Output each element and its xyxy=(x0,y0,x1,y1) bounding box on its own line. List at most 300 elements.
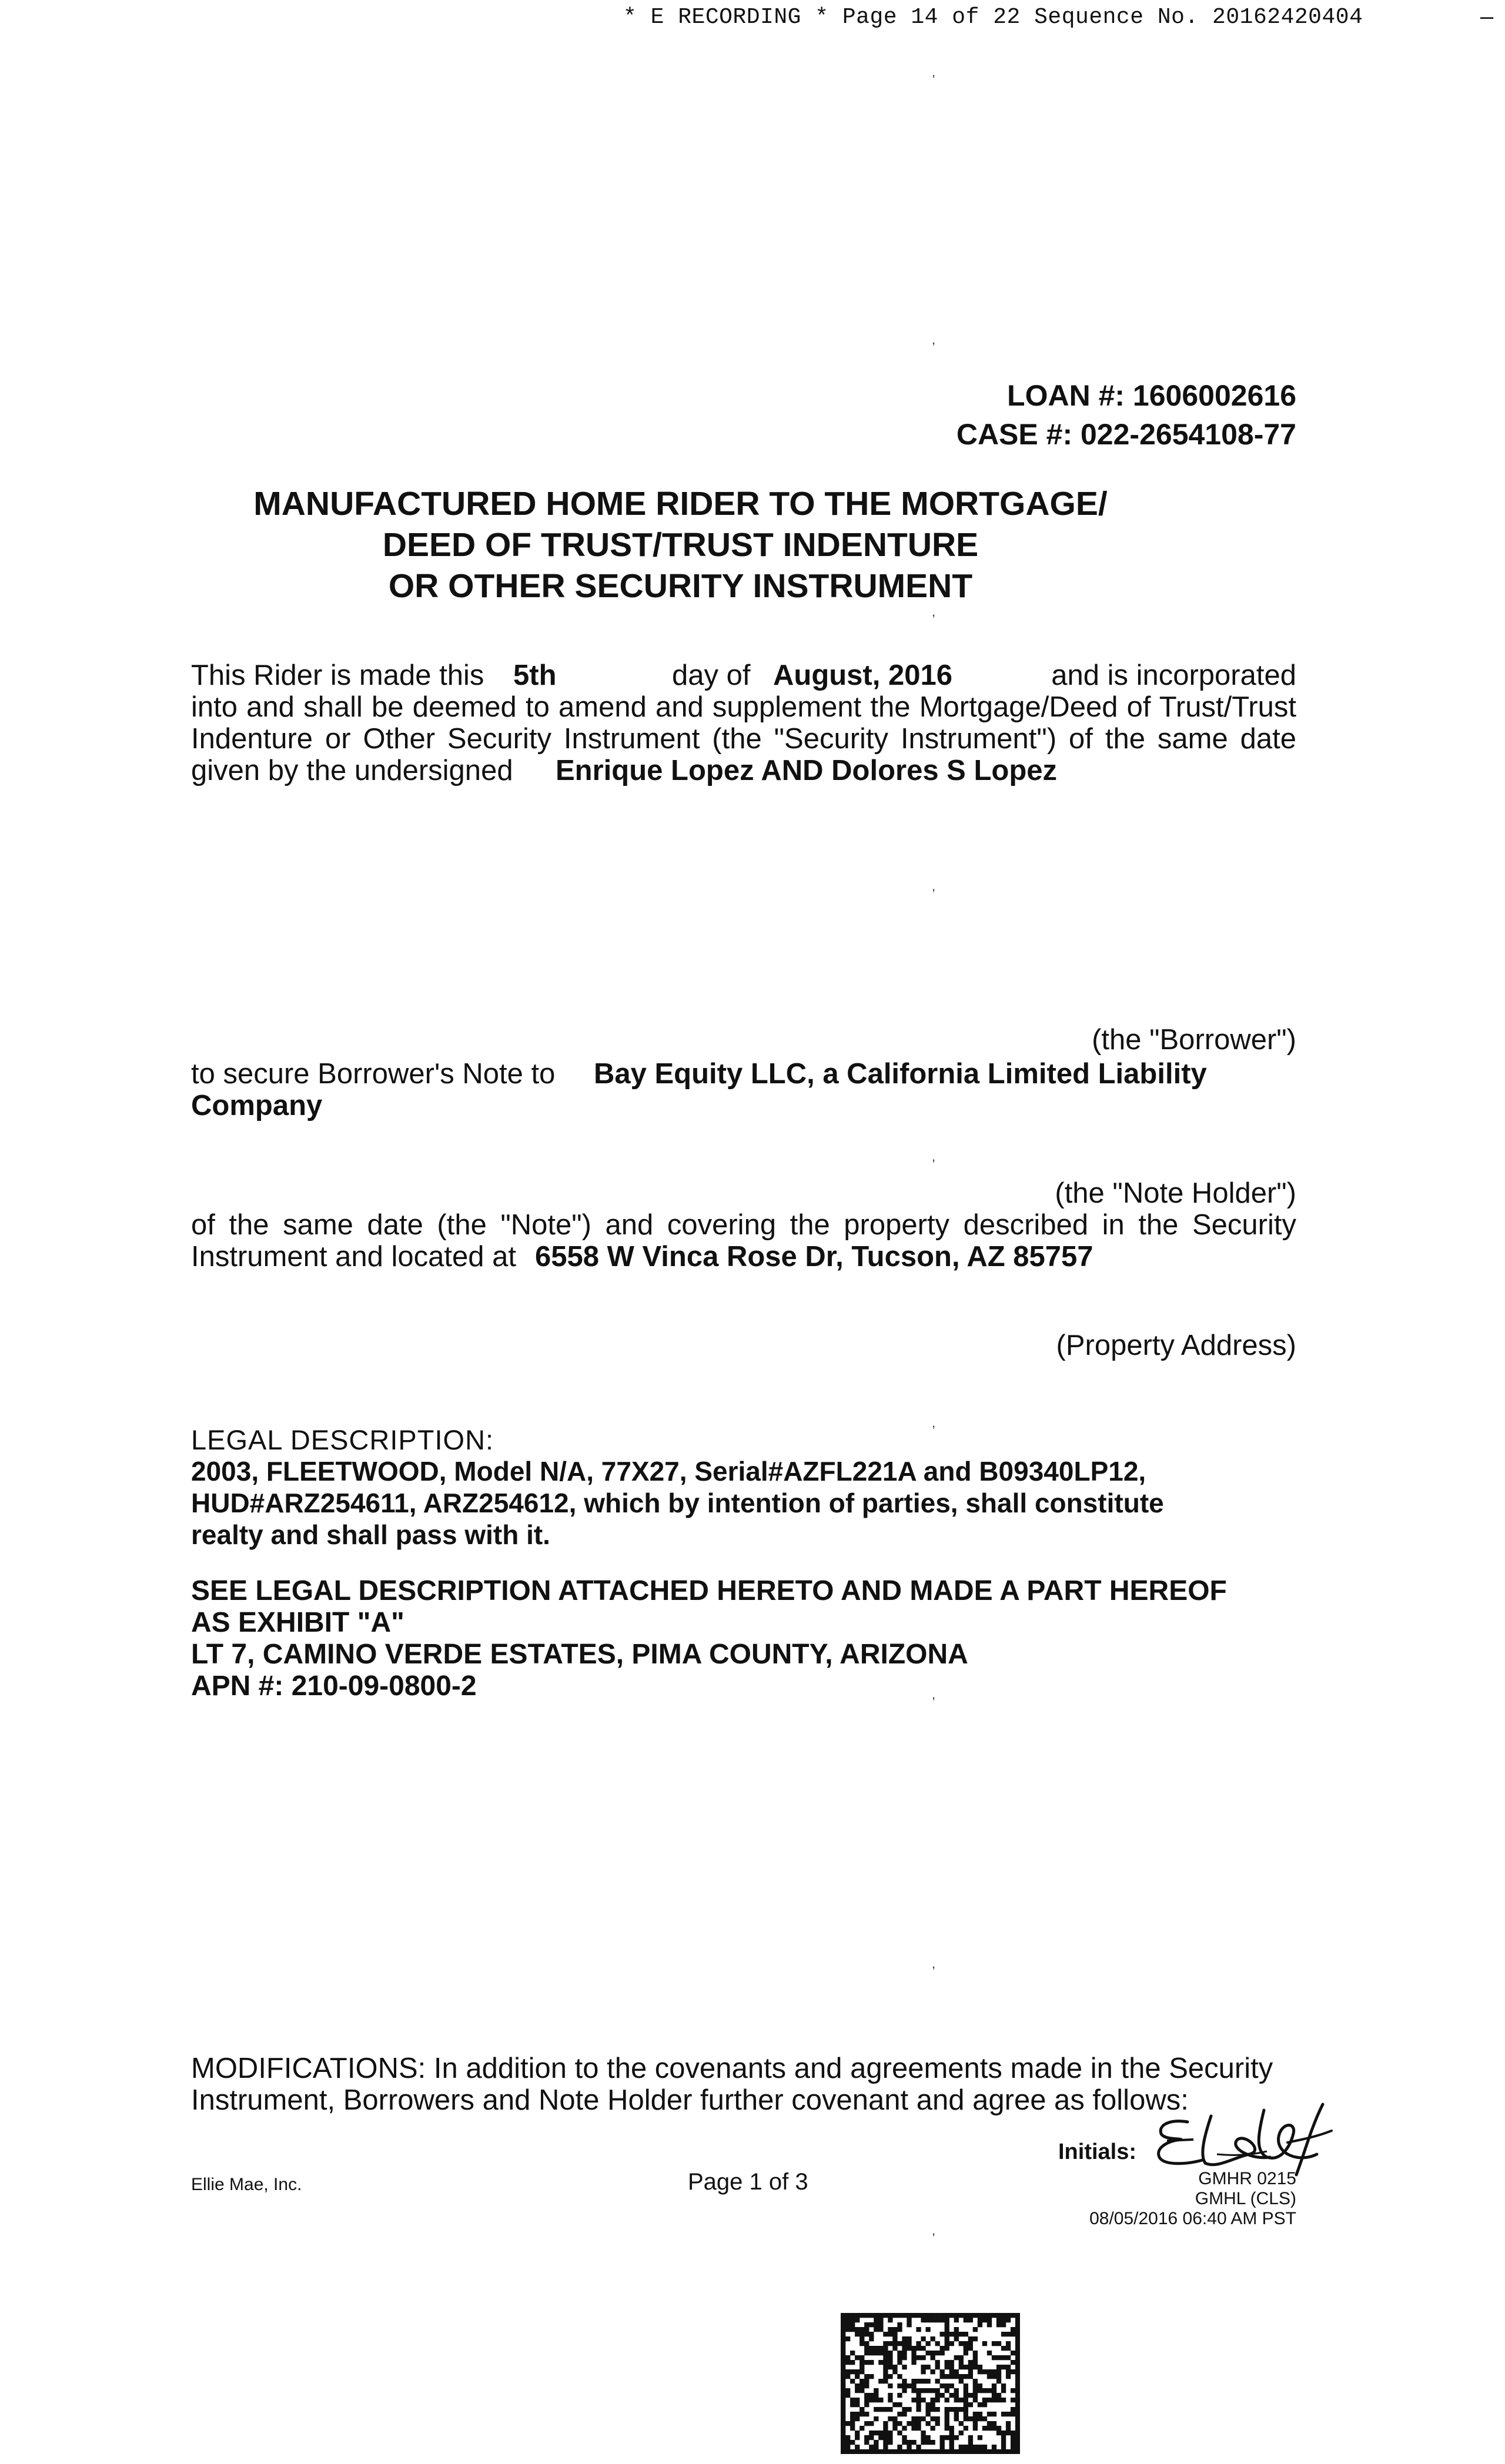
barcode-module xyxy=(1015,2318,1020,2322)
barcode-module xyxy=(1015,2351,1020,2355)
property-address-label: (Property Address) xyxy=(1056,1330,1296,1361)
barcode-module xyxy=(841,2379,845,2383)
barcode-module xyxy=(878,2398,883,2402)
barcode-module xyxy=(940,2383,945,2388)
barcode-module xyxy=(996,2365,1001,2369)
barcode-module xyxy=(841,2407,845,2412)
modifications-paragraph xyxy=(191,2053,1296,2116)
barcode-module xyxy=(968,2440,973,2445)
barcode-module xyxy=(1001,2355,1006,2360)
barcode-module xyxy=(911,2346,916,2351)
barcode-module xyxy=(940,2435,945,2440)
barcode-module xyxy=(916,2327,921,2332)
barcode-module xyxy=(916,2426,921,2430)
barcode-module xyxy=(883,2421,888,2426)
barcode-module xyxy=(968,2416,973,2421)
barcode-module xyxy=(996,2430,1001,2435)
barcode-module xyxy=(892,2402,897,2407)
barcode-module xyxy=(949,2365,954,2369)
barcode-module xyxy=(869,2346,874,2351)
barcode-module xyxy=(897,2351,902,2355)
barcode-module xyxy=(907,2440,911,2445)
barcode-module xyxy=(968,2435,973,2440)
barcode-module xyxy=(921,2313,925,2318)
barcode-module xyxy=(892,2346,897,2351)
barcode-module xyxy=(883,2379,888,2383)
barcode-module xyxy=(1015,2327,1020,2332)
barcode-module xyxy=(964,2313,968,2318)
barcode-module xyxy=(921,2379,925,2383)
barcode-module xyxy=(869,2332,874,2336)
barcode-module xyxy=(1015,2430,1020,2435)
barcode-module xyxy=(1015,2341,1020,2346)
barcode-module xyxy=(921,2440,925,2445)
barcode-module xyxy=(850,2426,855,2430)
barcode-module xyxy=(982,2402,987,2407)
barcode-module xyxy=(925,2379,930,2383)
barcode-module xyxy=(864,2435,869,2440)
barcode-module xyxy=(859,2336,864,2341)
barcode-module xyxy=(940,2332,945,2336)
company-name: Ellie Mae, Inc. xyxy=(191,2175,302,2194)
barcode-module xyxy=(1001,2445,1006,2449)
barcode-module xyxy=(987,2351,992,2355)
barcode-module xyxy=(883,2374,888,2379)
barcode-module xyxy=(968,2360,973,2365)
barcode-module xyxy=(954,2336,959,2341)
barcode-module xyxy=(949,2332,954,2336)
barcode-module xyxy=(911,2421,916,2426)
barcode-module xyxy=(883,2313,888,2318)
barcode-module xyxy=(954,2412,959,2416)
barcode-module xyxy=(841,2341,845,2346)
barcode-module xyxy=(845,2355,850,2360)
rider-paragraph xyxy=(191,659,1296,786)
barcode-module xyxy=(845,2374,850,2379)
barcode-module xyxy=(864,2402,869,2407)
barcode-module xyxy=(859,2449,864,2454)
barcode-module xyxy=(841,2445,845,2449)
barcode-module xyxy=(897,2360,902,2365)
barcode-module xyxy=(888,2332,892,2336)
barcode-module xyxy=(954,2393,959,2398)
barcode-module xyxy=(959,2449,964,2454)
barcode-module xyxy=(978,2322,982,2327)
barcode-module xyxy=(959,2374,964,2379)
barcode-module xyxy=(883,2445,888,2449)
loan-info xyxy=(956,376,1296,454)
barcode-module xyxy=(878,2430,883,2435)
barcode-module xyxy=(921,2435,925,2440)
barcode-module xyxy=(892,2341,897,2346)
barcode-module xyxy=(916,2379,921,2383)
barcode-module xyxy=(1001,2322,1006,2327)
day-of-text: day of xyxy=(672,659,751,691)
barcode-module xyxy=(907,2449,911,2454)
barcode-module xyxy=(996,2398,1001,2402)
barcode-module xyxy=(935,2365,940,2369)
barcode-module xyxy=(892,2313,897,2318)
scan-tick: , xyxy=(932,879,936,893)
barcode-module xyxy=(888,2313,892,2318)
barcode-module xyxy=(945,2341,949,2346)
scan-tick: , xyxy=(932,1149,936,1164)
barcode-module xyxy=(888,2365,892,2369)
barcode-module xyxy=(907,2383,911,2388)
barcode-module xyxy=(864,2412,869,2416)
barcode-module xyxy=(916,2402,921,2407)
barcode-module xyxy=(954,2407,959,2412)
barcode-module xyxy=(925,2388,930,2393)
barcode-module xyxy=(992,2369,996,2374)
barcode-module xyxy=(931,2426,935,2430)
modifications-line-1: MODIFICATIONS: In addition to the covenants and agreements made in the Security xyxy=(191,2053,1273,2084)
barcode-module xyxy=(968,2449,973,2454)
legal-description xyxy=(191,1455,1308,1551)
barcode-module xyxy=(1001,2332,1006,2336)
barcode-module xyxy=(864,2379,869,2383)
barcode-module xyxy=(925,2327,930,2332)
barcode-module xyxy=(959,2341,964,2346)
barcode-module xyxy=(859,2383,864,2388)
barcode-module xyxy=(855,2383,859,2388)
barcode-module xyxy=(902,2412,907,2416)
barcode-module xyxy=(1006,2318,1011,2322)
barcode-module xyxy=(855,2445,859,2449)
barcode-module xyxy=(925,2421,930,2426)
barcode-module xyxy=(841,2421,845,2426)
barcode-module xyxy=(855,2332,859,2336)
barcode-module xyxy=(992,2393,996,2398)
barcode-module xyxy=(959,2360,964,2365)
barcode-module xyxy=(968,2318,973,2322)
barcode-module xyxy=(883,2351,888,2355)
barcode-module xyxy=(1015,2365,1020,2369)
barcode-module xyxy=(945,2407,949,2412)
barcode-module xyxy=(949,2435,954,2440)
barcode-module xyxy=(935,2421,940,2426)
barcode-module xyxy=(973,2336,978,2341)
barcode-module xyxy=(996,2449,1001,2454)
barcode-module xyxy=(925,2341,930,2346)
barcode-module xyxy=(954,2435,959,2440)
barcode-module xyxy=(897,2327,902,2332)
barcode-module xyxy=(1015,2346,1020,2351)
barcode-module xyxy=(1001,2313,1006,2318)
barcode-module xyxy=(949,2360,954,2365)
barcode-module xyxy=(925,2412,930,2416)
barcode-module xyxy=(869,2313,874,2318)
barcode-module xyxy=(968,2365,973,2369)
barcode-module xyxy=(897,2445,902,2449)
barcode-module xyxy=(911,2440,916,2445)
property-paragraph xyxy=(191,1209,1296,1273)
barcode-module xyxy=(1001,2398,1006,2402)
lender-name-line-1: Bay Equity LLC, a California Limited Liability xyxy=(594,1058,1207,1090)
barcode-module xyxy=(935,2398,940,2402)
barcode-module xyxy=(978,2313,982,2318)
barcode-module xyxy=(907,2346,911,2351)
barcode-module xyxy=(907,2336,911,2341)
barcode-module xyxy=(973,2398,978,2402)
barcode-module xyxy=(954,2355,959,2360)
barcode-module xyxy=(1006,2355,1011,2360)
barcode-module xyxy=(841,2435,845,2440)
barcode-module xyxy=(964,2412,968,2416)
barcode-module xyxy=(992,2355,996,2360)
barcode-module xyxy=(945,2318,949,2322)
rider-line-2: into and shall be deemed to amend and supplement the Mortgage/Deed of Trust/Trust xyxy=(191,691,1296,723)
barcode-module xyxy=(949,2341,954,2346)
barcode-module xyxy=(878,2322,883,2327)
barcode-module xyxy=(888,2416,892,2421)
barcode-module xyxy=(874,2318,878,2322)
barcode-module xyxy=(874,2388,878,2393)
barcode-module xyxy=(996,2369,1001,2374)
barcode-module xyxy=(916,2355,921,2360)
barcode-module xyxy=(982,2341,987,2346)
barcode-module xyxy=(992,2313,996,2318)
recording-header: * E RECORDING * Page 14 of 22 Sequence No. 20162420404 xyxy=(623,5,1363,30)
barcode-module xyxy=(883,2360,888,2365)
barcode-module xyxy=(931,2318,935,2322)
barcode-module xyxy=(845,2336,850,2341)
barcode-module xyxy=(973,2393,978,2398)
barcode-module xyxy=(949,2369,954,2374)
barcode-module xyxy=(1011,2327,1015,2332)
barcode-module xyxy=(982,2313,987,2318)
barcode-module xyxy=(945,2421,949,2426)
barcode-module xyxy=(892,2365,897,2369)
barcode-module xyxy=(935,2341,940,2346)
barcode-module xyxy=(869,2374,874,2379)
barcode-module xyxy=(878,2407,883,2412)
see-line-1: SEE LEGAL DESCRIPTION ATTACHED HERETO AND MADE A PART HEREOF xyxy=(191,1575,1227,1606)
barcode-module xyxy=(964,2449,968,2454)
barcode-module xyxy=(964,2383,968,2388)
barcode-module xyxy=(845,2369,850,2374)
barcode-module xyxy=(850,2449,855,2454)
barcode-module xyxy=(931,2313,935,2318)
barcode-module xyxy=(931,2402,935,2407)
barcode-module xyxy=(1006,2430,1011,2435)
barcode-module xyxy=(864,2351,869,2355)
barcode-module xyxy=(892,2369,897,2374)
barcode-module xyxy=(959,2445,964,2449)
barcode-module xyxy=(869,2360,874,2365)
barcode-module xyxy=(921,2388,925,2393)
barcode-module xyxy=(949,2374,954,2379)
barcode-module xyxy=(892,2332,897,2336)
lot-line: LT 7, CAMINO VERDE ESTATES, PIMA COUNTY, ARIZONA xyxy=(191,1639,968,1670)
barcode-module xyxy=(1015,2336,1020,2341)
barcode-module xyxy=(945,2383,949,2388)
barcode-module xyxy=(945,2412,949,2416)
barcode-module xyxy=(841,2398,845,2402)
barcode-module xyxy=(855,2369,859,2374)
barcode-module xyxy=(841,2383,845,2388)
barcode-module xyxy=(964,2416,968,2421)
barcode-module xyxy=(973,2327,978,2332)
barcode-module xyxy=(935,2393,940,2398)
barcode-module xyxy=(897,2355,902,2360)
barcode-module xyxy=(841,2402,845,2407)
barcode-module xyxy=(845,2440,850,2445)
barcode-module xyxy=(1001,2346,1006,2351)
form-timestamp: 08/05/2016 06:40 AM PST xyxy=(1089,2209,1296,2228)
barcode-module xyxy=(940,2449,945,2454)
barcode-module xyxy=(935,2351,940,2355)
barcode-module xyxy=(968,2336,973,2341)
barcode-module xyxy=(973,2416,978,2421)
barcode-module xyxy=(874,2449,878,2454)
barcode-module xyxy=(973,2365,978,2369)
barcode-module xyxy=(874,2445,878,2449)
barcode-module xyxy=(859,2388,864,2393)
barcode-module xyxy=(897,2421,902,2426)
barcode-module xyxy=(888,2360,892,2365)
barcode-module xyxy=(964,2407,968,2412)
barcode-module xyxy=(1015,2383,1020,2388)
barcode-module xyxy=(888,2318,892,2322)
barcode-module xyxy=(935,2407,940,2412)
barcode-module xyxy=(996,2318,1001,2322)
barcode-module xyxy=(911,2313,916,2318)
barcode-module xyxy=(996,2374,1001,2379)
modifications-line-2: Instrument, Borrowers and Note Holder further covenant and agree as follows: xyxy=(191,2084,1189,2116)
barcode-module xyxy=(925,2365,930,2369)
barcode-module xyxy=(1015,2355,1020,2360)
barcode-module xyxy=(902,2435,907,2440)
barcode-module xyxy=(907,2313,911,2318)
barcode-module xyxy=(855,2398,859,2402)
barcode-module xyxy=(859,2332,864,2336)
barcode-module xyxy=(1015,2332,1020,2336)
barcode-module xyxy=(925,2318,930,2322)
barcode-module xyxy=(1011,2407,1015,2412)
note-holder-label: (the "Note Holder") xyxy=(1055,1177,1296,1209)
barcode-module xyxy=(996,2341,1001,2346)
scan-tick: , xyxy=(932,1415,936,1430)
barcode-module xyxy=(973,2355,978,2360)
barcode-module xyxy=(855,2327,859,2332)
barcode-module xyxy=(964,2332,968,2336)
barcode-module xyxy=(869,2421,874,2426)
barcode-module xyxy=(1011,2440,1015,2445)
barcode-module xyxy=(935,2416,940,2421)
barcode-module xyxy=(855,2355,859,2360)
barcode-module xyxy=(973,2412,978,2416)
note-paragraph xyxy=(191,1058,1296,1121)
barcode-module xyxy=(888,2398,892,2402)
barcode-module xyxy=(945,2322,949,2327)
barcode-module xyxy=(916,2388,921,2393)
barcode-module xyxy=(869,2393,874,2398)
barcode-module xyxy=(878,2351,883,2355)
barcode-module xyxy=(874,2407,878,2412)
barcode-module xyxy=(911,2449,916,2454)
barcode-module xyxy=(982,2318,987,2322)
barcode-module xyxy=(996,2393,1001,2398)
barcode-module xyxy=(916,2346,921,2351)
barcode-module xyxy=(841,2318,845,2322)
barcode-module xyxy=(841,2360,845,2365)
barcode-module xyxy=(921,2449,925,2454)
barcode-module xyxy=(916,2416,921,2421)
barcode-module xyxy=(859,2341,864,2346)
barcode-module xyxy=(892,2336,897,2341)
barcode-module xyxy=(964,2388,968,2393)
barcode-module xyxy=(855,2374,859,2379)
barcode-module xyxy=(945,2435,949,2440)
barcode-module xyxy=(949,2407,954,2412)
barcode-module xyxy=(1015,2445,1020,2449)
barcode-module xyxy=(850,2313,855,2318)
barcode-module xyxy=(874,2313,878,2318)
barcode-module xyxy=(845,2318,850,2322)
barcode-module xyxy=(916,2393,921,2398)
barcode-module xyxy=(925,2435,930,2440)
barcode-module xyxy=(959,2407,964,2412)
given-by-text: given by the undersigned xyxy=(191,755,513,786)
barcode-module xyxy=(841,2369,845,2374)
barcode-module xyxy=(940,2440,945,2445)
barcode-module xyxy=(841,2351,845,2355)
barcode-module xyxy=(850,2416,855,2421)
barcode-module xyxy=(855,2435,859,2440)
barcode-module xyxy=(911,2360,916,2365)
barcode-module xyxy=(1001,2388,1006,2393)
barcode-module xyxy=(945,2449,949,2454)
barcode-module xyxy=(845,2445,850,2449)
barcode-module xyxy=(883,2430,888,2435)
barcode-module xyxy=(1006,2365,1011,2369)
barcode-module xyxy=(841,2313,845,2318)
loan-number: LOAN #: 1606002616 xyxy=(1007,379,1296,412)
barcode-module xyxy=(1001,2365,1006,2369)
barcode-module xyxy=(855,2416,859,2421)
barcode-module xyxy=(864,2374,869,2379)
barcode-module xyxy=(954,2313,959,2318)
barcode-module xyxy=(883,2346,888,2351)
barcode-module xyxy=(1015,2449,1020,2454)
barcode-module xyxy=(1015,2388,1020,2393)
document-title xyxy=(0,483,1505,607)
barcode-module xyxy=(897,2393,902,2398)
barcode-module xyxy=(883,2449,888,2454)
incorporated-text: and is incorporated xyxy=(1051,659,1296,691)
barcode-module xyxy=(850,2327,855,2332)
barcode-module xyxy=(940,2393,945,2398)
barcode-module xyxy=(945,2336,949,2341)
barcode-module xyxy=(874,2398,878,2402)
barcode-module xyxy=(874,2393,878,2398)
barcode-module xyxy=(954,2398,959,2402)
barcode-module xyxy=(850,2322,855,2327)
barcode-module xyxy=(978,2318,982,2322)
barcode-module xyxy=(940,2346,945,2351)
borrower-label: (the "Borrower") xyxy=(1092,1024,1296,1056)
barcode-module xyxy=(878,2313,883,2318)
barcode-module xyxy=(973,2383,978,2388)
barcode-module xyxy=(845,2435,850,2440)
barcode-module xyxy=(855,2388,859,2393)
barcode-module xyxy=(1011,2332,1015,2336)
barcode-module xyxy=(916,2341,921,2346)
barcode-module xyxy=(841,2365,845,2369)
barcode-module xyxy=(907,2407,911,2412)
barcode-module xyxy=(954,2374,959,2379)
